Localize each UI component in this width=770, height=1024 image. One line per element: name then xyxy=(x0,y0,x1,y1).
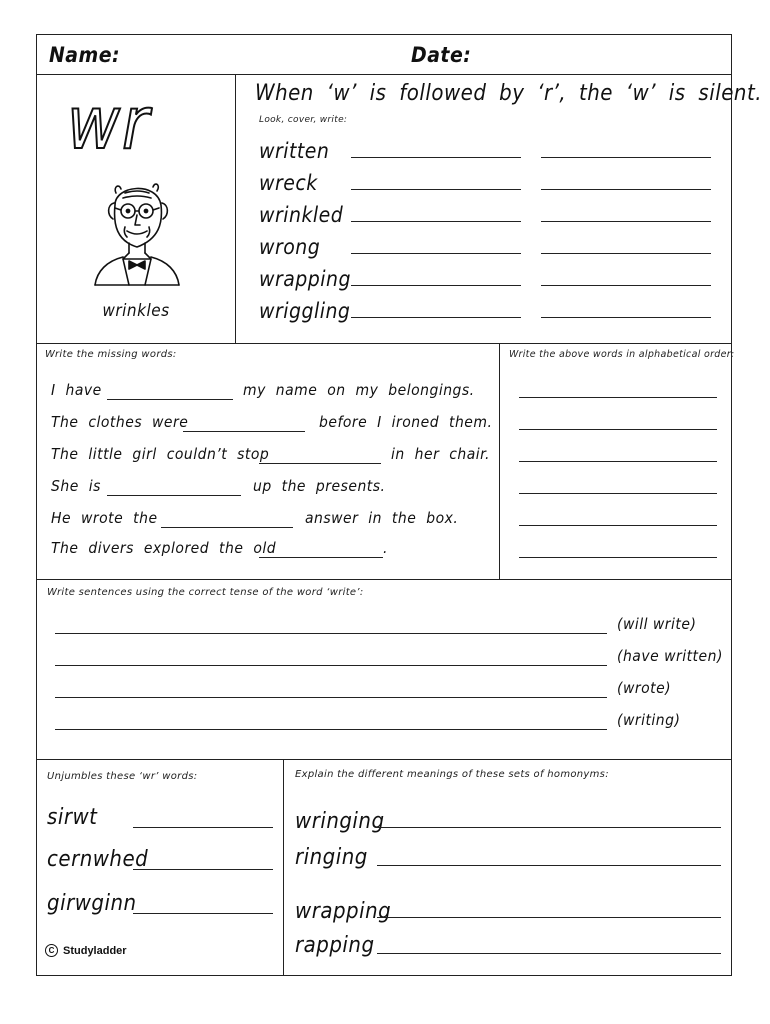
picture-caption: wrinkles xyxy=(102,301,170,321)
cover-write-line[interactable] xyxy=(351,221,521,222)
homonym-word: wringing xyxy=(295,809,385,834)
tense-prompt: (have written) xyxy=(617,647,723,665)
unjumble-answer-line[interactable] xyxy=(133,869,273,870)
homonym-meaning-line[interactable] xyxy=(377,917,721,918)
homonym-word: rapping xyxy=(295,933,375,958)
sentence-start: I have xyxy=(51,381,102,399)
spelling-word: wrong xyxy=(259,235,321,259)
homonym-meaning-line[interactable] xyxy=(377,953,721,954)
section-divider xyxy=(37,759,731,760)
tense-sentence-line[interactable] xyxy=(55,729,607,730)
silent-w-rule: When ‘w’ is followed by ‘r’, the ‘w’ is silent. xyxy=(255,81,762,106)
alphabetical-line[interactable] xyxy=(519,557,717,558)
sentence-start: The divers explored the old xyxy=(51,539,277,557)
date-label: Date: xyxy=(411,43,472,67)
cover-write-line[interactable] xyxy=(351,157,521,158)
alphabetical-line[interactable] xyxy=(519,429,717,430)
studyladder-logo xyxy=(45,944,127,957)
jumbled-word: cernwhed xyxy=(47,847,149,872)
copyright-icon: C xyxy=(45,944,58,957)
header-divider xyxy=(37,74,731,75)
jumbled-word: sirwt xyxy=(47,805,98,830)
tense-sentence-line[interactable] xyxy=(55,665,607,666)
sentence-end: . xyxy=(383,539,388,557)
alphabetical-line[interactable] xyxy=(519,397,717,398)
tense-prompt: (wrote) xyxy=(617,679,672,697)
brand-name: Studyladder xyxy=(63,944,127,957)
sentence-end: before I ironed them. xyxy=(319,413,493,431)
sentence-end: up the presents. xyxy=(253,477,386,495)
jumbled-word: girwginn xyxy=(47,891,137,916)
missing-word-blank[interactable] xyxy=(259,557,383,558)
missing-words-divider xyxy=(499,343,500,579)
sentence-end: answer in the box. xyxy=(305,509,459,527)
unjumble-answer-line[interactable] xyxy=(133,827,273,828)
cover-write-line[interactable] xyxy=(351,253,521,254)
homonym-meaning-line[interactable] xyxy=(377,827,721,828)
section-divider xyxy=(37,579,731,580)
bottom-divider xyxy=(283,759,284,975)
spelling-word: wreck xyxy=(259,171,318,195)
cover-write-line[interactable] xyxy=(541,157,711,158)
wrinkled-man-illustration xyxy=(85,175,189,287)
look-cover-write-instruction: Look, cover, write: xyxy=(259,115,348,125)
missing-word-blank[interactable] xyxy=(107,399,233,400)
tense-sentence-line[interactable] xyxy=(55,633,607,634)
cover-write-line[interactable] xyxy=(351,285,521,286)
alphabetical-line[interactable] xyxy=(519,493,717,494)
alphabetical-instruction: Write the above words in alphabetical order: xyxy=(509,349,735,360)
tense-instruction: Write sentences using the correct tense of the word ‘write’: xyxy=(47,587,364,598)
homonym-word: wrapping xyxy=(295,899,392,924)
tense-prompt: (writing) xyxy=(617,711,681,729)
missing-word-blank[interactable] xyxy=(259,463,381,464)
alphabetical-line[interactable] xyxy=(519,461,717,462)
cover-write-line[interactable] xyxy=(541,285,711,286)
cover-write-line[interactable] xyxy=(541,189,711,190)
homonyms-instruction: Explain the different meanings of these sets of homonyms: xyxy=(295,769,609,780)
sentence-start: He wrote the xyxy=(51,509,158,527)
cover-write-line[interactable] xyxy=(541,253,711,254)
sentence-start: The clothes were xyxy=(51,413,189,431)
unjumble-answer-line[interactable] xyxy=(133,913,273,914)
alphabetical-line[interactable] xyxy=(519,525,717,526)
unjumble-instruction: Unjumbles these ‘wr’ words: xyxy=(47,771,198,782)
section-divider xyxy=(37,343,731,344)
sentence-end: my name on my belongings. xyxy=(243,381,475,399)
sentence-start: She is xyxy=(51,477,101,495)
missing-word-blank[interactable] xyxy=(107,495,241,496)
cover-write-line[interactable] xyxy=(541,221,711,222)
tense-sentence-line[interactable] xyxy=(55,697,607,698)
worksheet xyxy=(36,34,762,976)
cover-write-line[interactable] xyxy=(351,317,521,318)
missing-word-blank[interactable] xyxy=(161,527,293,528)
sentence-start: The little girl couldn’t stop xyxy=(51,445,270,463)
spelling-word: wriggling xyxy=(259,299,351,323)
cover-write-line[interactable] xyxy=(351,189,521,190)
spelling-word: wrapping xyxy=(259,267,352,291)
name-label: Name: xyxy=(49,43,121,67)
spelling-word: written xyxy=(259,139,330,163)
tense-prompt: (will write) xyxy=(617,615,697,633)
homonym-word: ringing xyxy=(295,845,368,870)
homonym-meaning-line[interactable] xyxy=(377,865,721,866)
outline-letters-wr: wr xyxy=(67,81,151,165)
focus-divider xyxy=(235,74,236,343)
cover-write-line[interactable] xyxy=(541,317,711,318)
spelling-word: wrinkled xyxy=(259,203,344,227)
missing-word-blank[interactable] xyxy=(183,431,305,432)
sentence-end: in her chair. xyxy=(391,445,490,463)
missing-words-instruction: Write the missing words: xyxy=(45,349,177,360)
